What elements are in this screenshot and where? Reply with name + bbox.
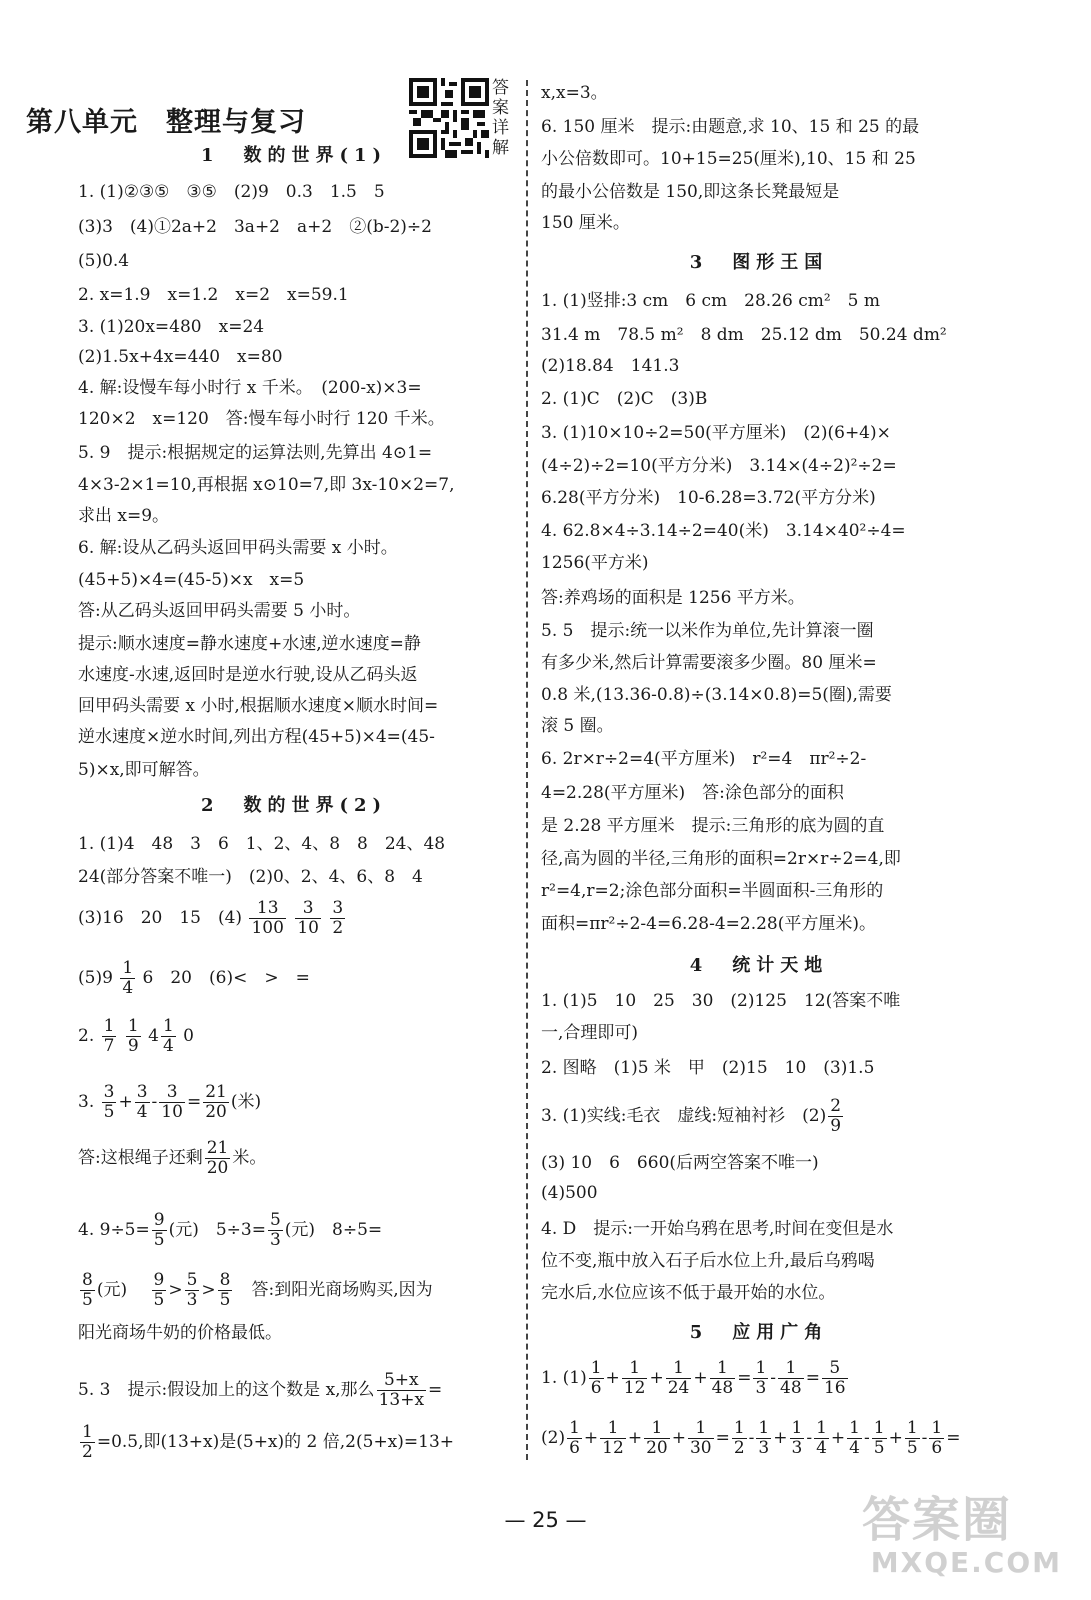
text-run: (2) — [541, 1428, 566, 1448]
text-run: (元) — [96, 1280, 128, 1300]
section-title-2: 2 数的世界(2) — [200, 795, 388, 816]
fraction — [814, 1420, 829, 1457]
denominator: 6 — [569, 1438, 580, 1458]
text-run: 2. — [78, 1026, 95, 1046]
text-run: 4. 9÷5= — [78, 1220, 150, 1240]
numerator: 21 — [205, 1082, 227, 1102]
fraction — [161, 1018, 176, 1055]
fraction — [377, 1372, 426, 1409]
denominator: 20 — [646, 1438, 668, 1458]
answer-line: 4=2.28(平方厘米) 答:涂色部分的面积 — [541, 783, 844, 803]
text-run: 6 20 (6)< > = — [142, 968, 310, 988]
answer-line: 水速度-水速,返回时是逆水行驶,设从乙码头返 — [78, 665, 418, 685]
answer-line: 3. (1)10×10÷2=50(平方厘米) (2)(6+4)× — [541, 423, 891, 443]
denominator: 3 — [186, 1290, 198, 1310]
fraction — [753, 1360, 768, 1397]
fraction — [790, 1420, 805, 1457]
numerator: 3 — [295, 900, 321, 919]
answer-line: 5. 5 提示:统一以米作为单位,先计算滚一圈 — [541, 621, 874, 641]
fraction — [847, 1420, 862, 1457]
numerator: 3 — [136, 1082, 148, 1102]
denominator: 5 — [219, 1290, 231, 1310]
numerator: 9 — [153, 1210, 165, 1230]
numerator: 8 — [219, 1270, 231, 1290]
numerator: 1 — [666, 1360, 692, 1379]
answer-line: 1. (1)②③⑤ ③⑤ (2)9 0.3 1.5 5 — [78, 182, 385, 202]
watermark-url: MXQE.COM — [870, 1546, 1062, 1579]
denominator: 12 — [623, 1378, 646, 1398]
answer-line-fractions: (2) $\frac{1}{6}$ + $\frac{1}{12}$ + $\frac{1}{20}$ + $\frac{1}{30}$ = $\frac{1}{2}$ - $\frac{1}{3}$ + $\frac{1}{3}$ - $\frac{1}{4}$ + $\frac{1}{4}$ - $\frac{1}{5}$ + $\frac{1}{5}$ - $\frac{1}{6}$ = — [541, 1418, 961, 1458]
numerator: 1 — [778, 1360, 804, 1379]
numerator: 1 — [791, 1418, 803, 1438]
denominator: 4 — [816, 1438, 827, 1458]
answer-line: 小公倍数即可。10+15=25(厘米),10、15 和 25 — [541, 149, 916, 169]
fraction — [710, 1360, 736, 1397]
denominator: 2 — [332, 918, 344, 938]
denominator: 30 — [689, 1438, 712, 1458]
answer-line-fractions: 1. (1) $\frac{1}{6}$ + $\frac{1}{12}$ + $\frac{1}{24}$ + $\frac{1}{48}$ = $\frac{1}{3}$ - $\frac{1}{48}$ = $\frac{5}{16}$ — [541, 1358, 846, 1398]
numerator: 3 — [332, 898, 344, 918]
watermark-logo — [862, 1492, 1062, 1588]
denominator: 3 — [755, 1378, 767, 1398]
denominator: 4 — [849, 1438, 860, 1458]
numerator: 1 — [103, 1016, 115, 1036]
fraction — [872, 1420, 887, 1457]
answer-line-fractions — [78, 960, 310, 997]
answer-line: 0.8 米,(13.36-0.8)÷(3.14×0.8)=5(圈),需要 — [541, 685, 892, 705]
answer-line: 求出 x=9。 — [78, 506, 170, 526]
answer-line: 5. 9 提示:根据规定的运算法则,先算出 4⊙1= — [78, 443, 433, 463]
answer-line: 回甲码头需要 x 小时,根据顺水速度×顺水时间= — [78, 696, 439, 716]
answer-line: 1. (1)5 10 25 30 (2)125 12(答案不唯 — [541, 991, 901, 1011]
text-run: 3. — [78, 1092, 95, 1112]
answer-line: 6. 2r×r÷2=4(平方厘米) r²=4 πr²÷2- — [541, 749, 867, 769]
answer-line: 一,合理即可) — [541, 1023, 639, 1043]
fraction — [644, 1420, 670, 1457]
answer-line: 1256(平方米) — [541, 553, 649, 573]
section-title-5: 5 应用广角 — [689, 1322, 829, 1343]
fraction — [295, 900, 321, 937]
numerator: 1 — [931, 1418, 943, 1438]
fraction — [822, 1360, 848, 1397]
answer-line: 6. 150 厘米 提示:由题意,求 10、15 和 25 的最 — [541, 117, 920, 137]
fraction — [218, 1272, 233, 1309]
answer-line-fractions: $\frac{8}{5}$ (元) $\frac{9}{5}$ > $\frac{5}{3}$ > $\frac{8}{5}$ 答:到阳光商场购买,因为 — [82, 1270, 433, 1310]
answer-line: 径,高为圆的半径,三角形的面积=2r×r÷2=4,即 — [541, 849, 901, 869]
numerator: 1 — [590, 1358, 602, 1378]
numerator: 1 — [688, 1420, 714, 1439]
denominator: 10 — [297, 918, 319, 938]
numerator: 9 — [153, 1270, 165, 1290]
fraction — [152, 1212, 167, 1249]
fraction — [905, 1420, 920, 1457]
answer-line: 1. (1)竖排:3 cm 6 cm 28.26 cm² 5 m — [541, 291, 881, 311]
fraction — [159, 1084, 185, 1121]
text-run: 4 — [148, 1026, 159, 1046]
fraction — [185, 1272, 200, 1309]
answer-line: 120×2 x=120 答:慢车每小时行 120 千米。 — [78, 409, 445, 429]
numerator: 1 — [622, 1360, 648, 1379]
denominator: 48 — [711, 1378, 734, 1398]
denominator: 9 — [127, 1036, 139, 1056]
numerator: 1 — [644, 1420, 670, 1439]
answer-line: 4. D 提示:一开始乌鸦在思考,时间在变但是水 — [541, 1219, 894, 1239]
denominator: 10 — [161, 1102, 183, 1122]
denominator: 5 — [153, 1230, 165, 1250]
text-run: 米。 — [232, 1148, 267, 1168]
numerator: 1 — [873, 1418, 885, 1438]
answer-line: 逆水速度×逆水时间,列出方程(45+5)×4=(45- — [78, 727, 435, 747]
answer-line: (2)18.84 141.3 — [541, 356, 680, 376]
denominator: 12 — [602, 1438, 624, 1458]
answer-line: 答:养鸡场的面积是 1256 平方米。 — [541, 588, 805, 608]
fraction — [732, 1420, 747, 1457]
denominator: 4 — [136, 1102, 148, 1122]
answer-line: 完水后,水位应该不低于最开始的水位。 — [541, 1283, 836, 1303]
answer-line: 提示:顺水速度=静水速度+水速,逆水速度=静 — [78, 634, 421, 654]
fraction — [135, 1084, 150, 1121]
answer-line: (3)3 (4)①2a+2 3a+2 a+2 ②(b-2)÷2 — [78, 217, 432, 237]
numerator: 5+x — [377, 1372, 426, 1391]
answer-line: (3) 10 6 660(后两空答案不唯一) — [541, 1153, 819, 1173]
text-run: = — [428, 1380, 443, 1400]
denominator: 6 — [590, 1378, 602, 1398]
text-run: 答:到阳光商场购买,因为 — [251, 1280, 433, 1300]
answer-line: (2)1.5x+4x=440 x=80 — [78, 347, 283, 367]
denominator: 20 — [205, 1102, 227, 1122]
fraction — [102, 1018, 117, 1055]
text-run: (5)9 — [78, 968, 113, 988]
numerator: 1 — [127, 1016, 139, 1036]
text-run: (3)16 20 15 (4) — [78, 908, 243, 928]
answer-line: 24(部分答案不唯一) (2)0、2、4、6、8 4 — [78, 867, 423, 887]
answer-line-fractions — [78, 1140, 266, 1177]
text-run: 3. (1)实线:毛衣 虚线:短袖衬衫 (2) — [541, 1106, 827, 1126]
fraction — [828, 1098, 843, 1135]
numerator: 1 — [122, 958, 134, 978]
denominator: 100 — [251, 918, 284, 938]
numerator: 5 — [269, 1210, 281, 1230]
answer-line-fractions — [78, 900, 347, 937]
denominator: 5 — [906, 1438, 918, 1458]
answer-line: 4. 62.8×4÷3.14÷2=40(米) 3.14×40²÷4= — [541, 521, 906, 541]
answer-line: 31.4 m 78.5 m² 8 dm 25.12 dm 50.24 dm² — [541, 325, 947, 345]
answer-line: 4×3-2×1=10,再根据 x⊙10=7,即 3x-10×2=7, — [78, 475, 455, 495]
answer-line: (4÷2)÷2=10(平方分米) 3.14×(4÷2)²÷2= — [541, 456, 897, 476]
fraction — [756, 1420, 771, 1457]
fraction — [666, 1360, 692, 1397]
fraction — [80, 1272, 95, 1309]
denominator: 3 — [791, 1438, 803, 1458]
text-run: =0.5,即(13+x)是(5+x)的 2 倍,2(5+x)=13+ — [96, 1432, 455, 1452]
fraction — [929, 1420, 944, 1457]
fraction — [688, 1420, 714, 1457]
fraction — [268, 1212, 283, 1249]
column-divider — [526, 80, 528, 1460]
answer-line: (45+5)×4=(45-5)×x x=5 — [78, 570, 305, 590]
fraction — [567, 1420, 582, 1457]
denominator: 2 — [733, 1438, 745, 1458]
denominator: 13+x — [378, 1390, 425, 1410]
numerator: 1 — [906, 1418, 918, 1438]
section-title-4: 4 统计天地 — [689, 955, 829, 976]
denominator: 2 — [82, 1442, 93, 1462]
denominator: 7 — [103, 1036, 115, 1056]
unit-title: 第八单元 整理与复习 — [26, 107, 306, 138]
answer-line-fractions: 3. $\frac{3}{5}$ + $\frac{3}{4}$ - $\frac{3}{10}$ = $\frac{21}{20}$ (米) — [78, 1082, 262, 1122]
answer-line: 6. 解:设从乙码头返回甲码头需要 x 小时。 — [78, 538, 398, 558]
numerator: 1 — [816, 1418, 827, 1438]
answer-line: 6.28(平方分米) 10-6.28=3.72(平方分米) — [541, 488, 876, 508]
qr-caption: 答案详解 — [492, 78, 509, 158]
denominator: 16 — [823, 1378, 846, 1398]
fraction — [126, 1018, 141, 1055]
answer-line-fractions — [78, 1424, 454, 1461]
text-run: 1. (1) — [541, 1368, 587, 1388]
denominator: 9 — [830, 1116, 842, 1136]
denominator: 5 — [82, 1290, 93, 1310]
fraction — [589, 1360, 604, 1397]
answer-line-fractions — [78, 1212, 382, 1249]
numerator: 1 — [733, 1418, 745, 1438]
text-run: (米) — [230, 1092, 262, 1112]
denominator: 4 — [162, 1036, 174, 1056]
numerator: 8 — [82, 1270, 93, 1290]
answer-line: 150 厘米。 — [541, 213, 630, 233]
fraction — [205, 1140, 231, 1177]
page-number: — 25 — — [504, 1508, 587, 1532]
numerator: 3 — [159, 1084, 185, 1103]
answer-line: 2. (1)C (2)C (3)B — [541, 389, 708, 409]
text-run: 答:这根绳子还剩 — [78, 1148, 203, 1168]
answer-line: (4)500 — [541, 1183, 598, 1203]
answer-line: 位不变,瓶中放入石子后水位上升,最后乌鸦喝 — [541, 1251, 875, 1271]
answer-line-fractions — [78, 1018, 194, 1055]
denominator: 3 — [758, 1438, 770, 1458]
answer-line: 3. (1)20x=480 x=24 — [78, 317, 265, 337]
text-run: (元) 8÷5= — [284, 1220, 383, 1240]
numerator: 5 — [822, 1360, 848, 1379]
answer-line: (5)0.4 — [78, 251, 130, 271]
answer-line: 4. 解:设慢车每小时行 x 千米。 (200-x)×3= — [78, 378, 422, 398]
answer-line: 有多少米,然后计算需要滚多少圈。80 厘米= — [541, 653, 877, 673]
denominator: 6 — [931, 1438, 943, 1458]
answer-line: 2. 图略 (1)5 米 甲 (2)15 10 (3)1.5 — [541, 1058, 875, 1078]
numerator: 21 — [206, 1138, 229, 1158]
fraction — [249, 900, 285, 937]
watermark-text: 答案圈 — [862, 1492, 1013, 1548]
fraction — [152, 1272, 167, 1309]
text-run: (元) 5÷3= — [168, 1220, 266, 1240]
numerator: 1 — [82, 1422, 93, 1442]
section-title-1: 1 数的世界(1) — [200, 145, 388, 166]
answer-line: 面积=πr²÷2-4=6.28-4=2.28(平方厘米)。 — [541, 914, 876, 934]
answer-line: x,x=3。 — [541, 83, 608, 103]
answer-line: 的最小公倍数是 150,即这条长凳最短是 — [541, 182, 840, 202]
numerator: 1 — [755, 1358, 767, 1378]
answer-line: 答:从乙码头返回甲码头需要 5 小时。 — [78, 601, 361, 621]
fraction — [102, 1084, 117, 1121]
answer-line: 2. x=1.9 x=1.2 x=2 x=59.1 — [78, 285, 349, 305]
denominator: 48 — [780, 1378, 802, 1398]
denominator: 20 — [206, 1158, 229, 1178]
numerator: 13 — [249, 900, 285, 919]
numerator: 1 — [600, 1420, 626, 1439]
numerator: 2 — [830, 1096, 842, 1116]
numerator: 1 — [758, 1418, 770, 1438]
fraction — [203, 1084, 229, 1121]
answer-line: 是 2.28 平方厘米 提示:三角形的底为圆的直 — [541, 816, 885, 836]
numerator: 1 — [569, 1418, 580, 1438]
text-run: 5. 3 提示:假设加上的这个数是 x,那么 — [78, 1380, 375, 1400]
answer-line: 阳光商场牛奶的价格最低。 — [78, 1323, 282, 1343]
fraction — [600, 1420, 626, 1457]
denominator: 5 — [153, 1290, 165, 1310]
denominator: 3 — [269, 1230, 281, 1250]
numerator: 1 — [849, 1418, 860, 1438]
answer-line-fractions — [541, 1098, 845, 1135]
answer-line: 1. (1)4 48 3 6 1、2、4、8 8 24、48 — [78, 834, 446, 854]
numerator: 5 — [186, 1270, 198, 1290]
fraction — [120, 960, 135, 997]
denominator: 24 — [667, 1378, 690, 1398]
numerator: 1 — [162, 1016, 174, 1036]
denominator: 5 — [873, 1438, 885, 1458]
fraction — [80, 1424, 95, 1461]
numerator: 3 — [103, 1082, 115, 1102]
text-run: 0 — [183, 1026, 194, 1046]
answer-line: 5)×x,即可解答。 — [78, 760, 210, 780]
denominator: 4 — [122, 978, 134, 998]
numerator: 1 — [710, 1360, 736, 1379]
answer-line-fractions — [78, 1372, 442, 1409]
answer-line: r²=4,r=2;涂色部分面积=半圆面积-三角形的 — [541, 881, 884, 901]
answer-line: 滚 5 圈。 — [541, 716, 614, 736]
section-title-3: 3 图形王国 — [689, 252, 829, 273]
denominator: 5 — [103, 1102, 115, 1122]
fraction — [778, 1360, 804, 1397]
fraction — [330, 900, 345, 937]
fraction — [622, 1360, 648, 1397]
